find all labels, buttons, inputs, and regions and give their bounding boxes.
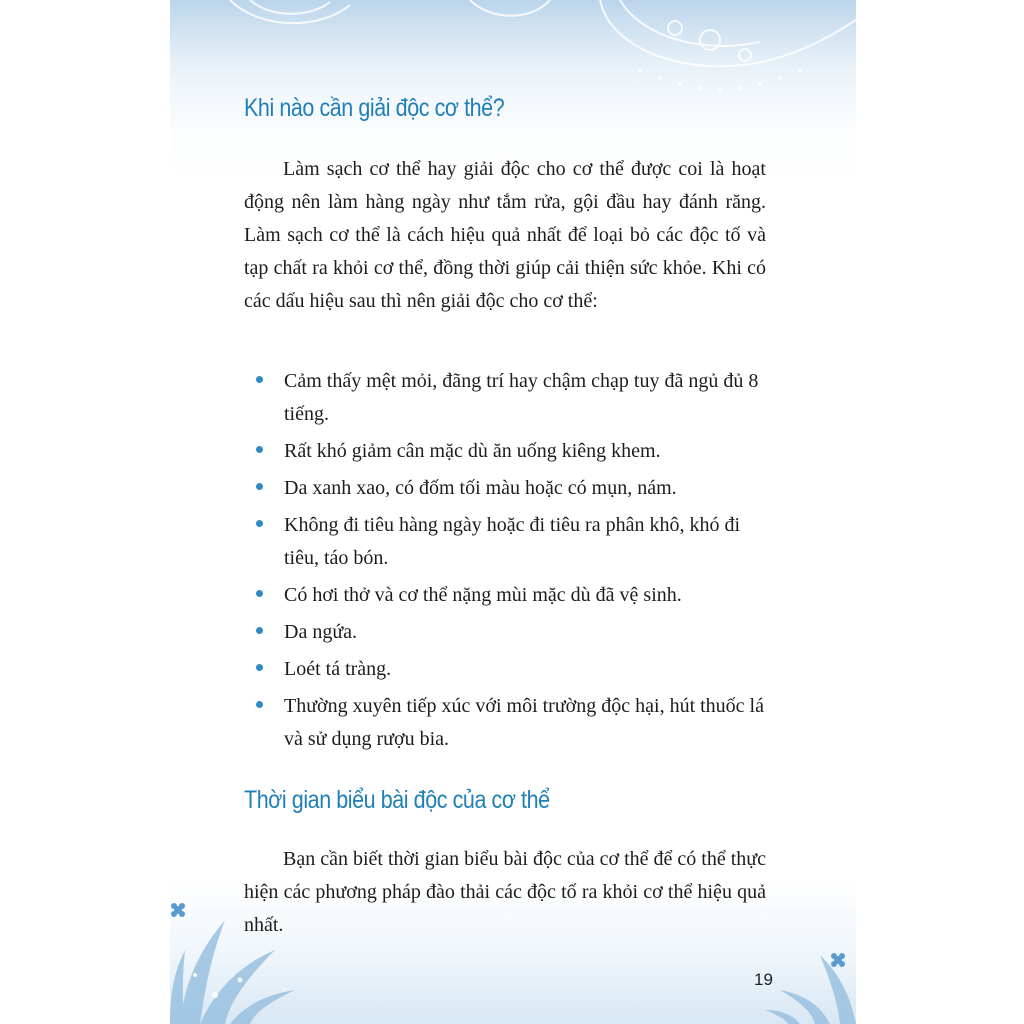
intro-paragraph: Làm sạch cơ thể hay giải độc cho cơ thể được coi là hoạt động nên làm hàng ngày như tắm rửa, gội đầu hay đánh răng. Làm sạch cơ thể là cách hiệu quả nhất để loại bỏ các độc tố và tạp chất ra khỏi cơ thể, đồng thời giúp cải thiện sức khỏe. Khi có các dấu hiệu sau thì nên giải độc cho cơ thể:: [244, 158, 766, 312]
bullet-icon: [256, 664, 263, 671]
bullet-icon: [256, 627, 263, 634]
section-heading-detox-when: Khi nào cần giải độc cơ thể?: [244, 94, 505, 122]
symptom-list: [244, 365, 774, 760]
list-item: Thường xuyên tiếp xúc với môi trường độc hại, hút thuốc lá và sử dụng rượu bia.: [244, 690, 774, 756]
plant-decoration-left: [170, 880, 300, 1024]
list-item: Cảm thấy mệt mỏi, đãng trí hay chậm chạp tuy đã ngủ đủ 8 tiếng.: [244, 365, 774, 431]
list-item: Loét tá tràng.: [244, 653, 774, 686]
plant-decoration-right: [760, 940, 856, 1024]
page-number: 19: [754, 970, 773, 989]
list-item: Da xanh xao, có đốm tối màu hoặc có mụn, nám.: [244, 472, 774, 505]
bullet-icon: [256, 483, 263, 490]
list-item: Không đi tiêu hàng ngày hoặc đi tiêu ra phân khô, khó đi tiêu, táo bón.: [244, 509, 774, 575]
schedule-paragraph: Bạn cần biết thời gian biểu bài độc của cơ thể để có thể thực hiện các phương pháp đào thải các độc tố ra khỏi cơ thể hiệu quả nhất.: [244, 848, 766, 936]
bullet-icon: [256, 446, 263, 453]
section-heading-detox-schedule: Thời gian biểu bài độc của cơ thể: [244, 786, 550, 814]
bullet-icon: [256, 590, 263, 597]
list-item: Rất khó giảm cân mặc dù ăn uống kiêng khem.: [244, 435, 774, 468]
bullet-icon: [256, 376, 263, 383]
bullet-icon: [256, 701, 263, 708]
list-item: Da ngứa.: [244, 616, 774, 649]
bullet-icon: [256, 520, 263, 527]
list-item: Có hơi thở và cơ thể nặng mùi mặc dù đã vệ sinh.: [244, 579, 774, 612]
book-page: [170, 0, 856, 1024]
